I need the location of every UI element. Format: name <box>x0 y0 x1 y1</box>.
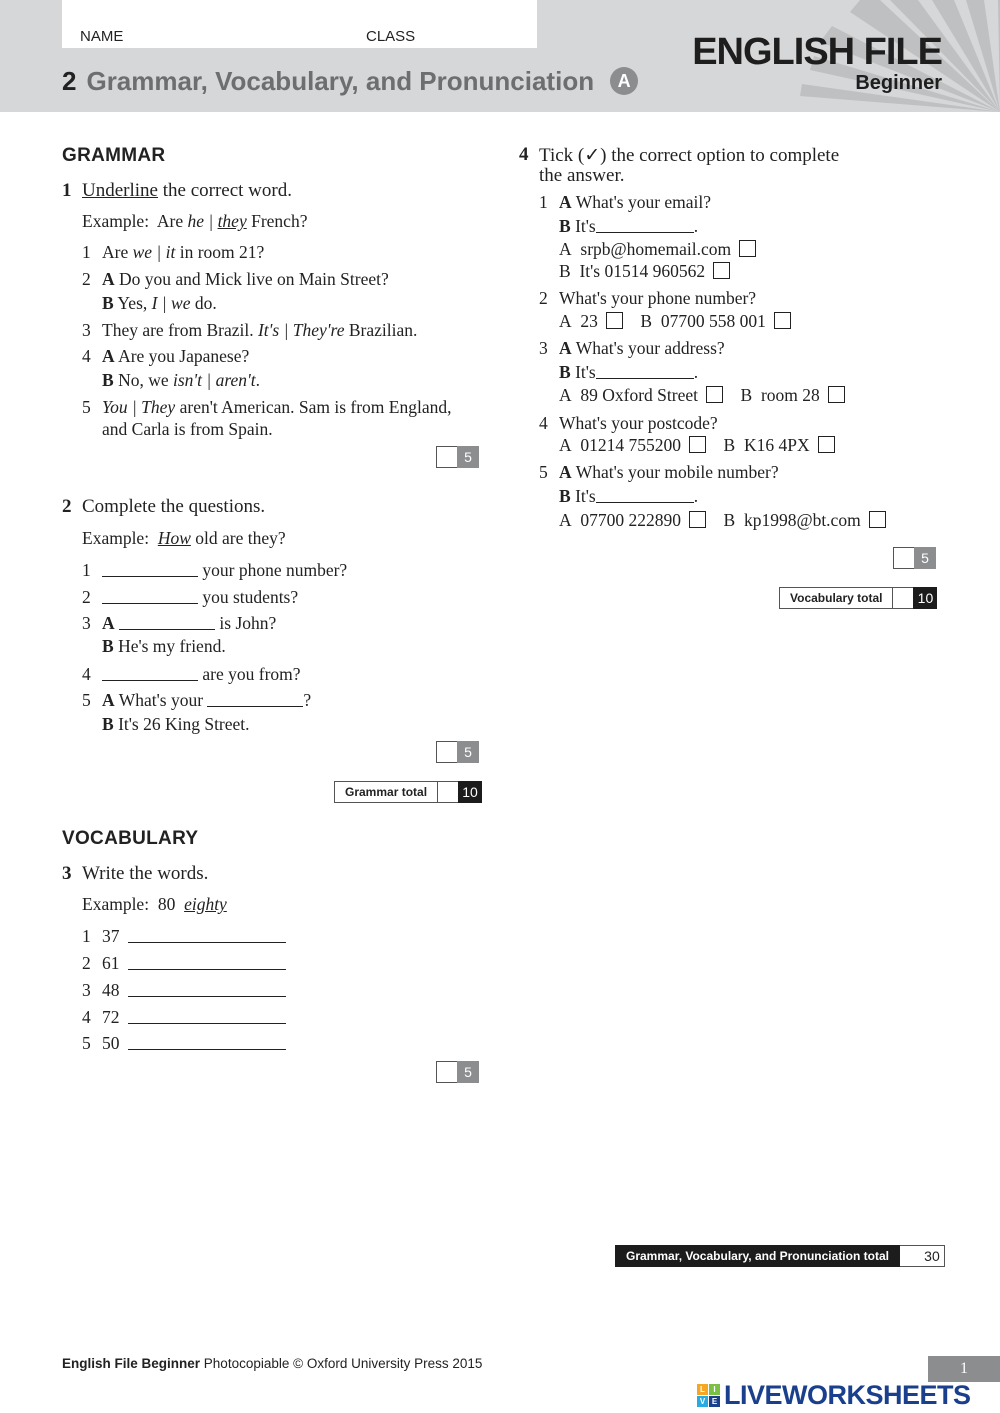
instruction-text: the correct word. <box>162 180 292 201</box>
item-text: Brazilian. <box>348 320 418 340</box>
option-row <box>559 239 756 260</box>
score-max: 5 <box>457 741 479 763</box>
tick-checkbox[interactable] <box>739 240 756 257</box>
example-line <box>82 211 307 232</box>
example-line <box>82 894 227 915</box>
tick-checkbox[interactable] <box>606 312 623 329</box>
speaker-label: A <box>102 346 115 366</box>
option-text: kp1998@bt.com <box>743 510 861 530</box>
option-row <box>559 435 835 456</box>
item-number: 5 <box>82 690 91 710</box>
answer-blank <box>596 364 694 379</box>
item-text: aren't American. Sam is from England, <box>179 397 452 417</box>
name-class-box[interactable] <box>62 0 537 48</box>
item-text: What's your phone number? <box>559 288 757 308</box>
item-number: 5 <box>82 397 91 417</box>
question-item <box>82 346 249 367</box>
speaker-label: A <box>102 613 115 633</box>
option-text: srpb@homemail.com <box>580 239 732 259</box>
answer-blank[interactable] <box>119 615 215 630</box>
total-max: 10 <box>458 781 482 803</box>
score-box <box>893 547 936 569</box>
tick-checkbox[interactable] <box>689 511 706 528</box>
option-text: It's 01514 960562 <box>579 261 706 281</box>
option-text: 01214 755200 <box>580 435 682 455</box>
option-separator: | <box>208 211 214 231</box>
question-item: B It's . <box>559 216 699 236</box>
exercise-instruction: Tick (✓) the correct option to complete <box>539 145 840 166</box>
score-input[interactable] <box>893 547 914 569</box>
question-item <box>82 242 264 263</box>
example-line <box>82 528 286 549</box>
speaker-label: A <box>559 338 572 358</box>
answer-blank[interactable] <box>128 982 286 997</box>
name-label: NAME <box>80 28 124 45</box>
item-text: Are you Japanese? <box>118 346 250 366</box>
example-text: Are <box>156 211 184 231</box>
exercise-instruction: Write the words. <box>82 863 209 884</box>
logo-letter: L <box>697 1384 708 1395</box>
item-number: 4 <box>82 346 91 366</box>
item-text: No, we <box>118 370 169 390</box>
item-number: 1 <box>539 192 548 212</box>
item-number: 2 <box>82 269 91 289</box>
question-item <box>102 636 226 657</box>
word-options[interactable]: isn't | aren't <box>172 370 256 390</box>
total-input[interactable] <box>893 587 913 609</box>
footer-title: English File Beginner <box>62 1356 201 1371</box>
item-number: 1 <box>82 560 91 580</box>
question-item <box>539 462 779 483</box>
exercise-instruction <box>82 180 292 202</box>
answer-blank[interactable] <box>128 928 286 943</box>
speaker-label: B <box>102 370 114 390</box>
number-prompt: 61 <box>102 953 120 973</box>
question-item <box>82 1007 286 1028</box>
speaker-label: B <box>559 362 571 382</box>
version-badge: A <box>610 67 638 95</box>
item-text: What's your address? <box>575 338 725 358</box>
page-number: 1 <box>928 1356 1000 1382</box>
score-box <box>436 1061 479 1083</box>
footer-copyright <box>62 1356 482 1371</box>
speaker-label: A <box>102 690 115 710</box>
answer-blank <box>596 488 694 503</box>
item-text: your phone number? <box>202 560 348 580</box>
tick-checkbox[interactable] <box>706 386 723 403</box>
answer-blank[interactable] <box>128 955 286 970</box>
grand-total-max: 30 <box>920 1245 945 1267</box>
question-item <box>539 192 711 213</box>
option-label: B <box>559 261 571 281</box>
option-text: 07700 558 001 <box>660 311 766 331</box>
example-text: French? <box>251 211 308 231</box>
example-answer: How <box>157 528 191 548</box>
liveworksheets-text: LIVEWORKSHEETS <box>724 1379 971 1410</box>
question-item <box>539 288 756 309</box>
item-number: 3 <box>82 320 91 340</box>
option-label: B <box>723 435 736 455</box>
item-text: It's <box>575 216 596 236</box>
word-options[interactable]: I | we <box>151 293 191 313</box>
footer-text: Photocopiable © Oxford University Press 2015 <box>203 1356 483 1371</box>
item-number: 2 <box>82 953 91 973</box>
answer-blank[interactable] <box>128 1035 286 1050</box>
speaker-label: B <box>559 216 571 236</box>
total-max: 10 <box>913 587 937 609</box>
item-number: 5 <box>539 462 548 482</box>
tick-checkbox[interactable] <box>774 312 791 329</box>
option-label: B <box>640 311 653 331</box>
logo-letter: I <box>709 1384 720 1395</box>
option-label: A <box>559 385 572 405</box>
item-text: What's your mobile number? <box>575 462 779 482</box>
option-row <box>559 510 886 531</box>
question-item <box>82 560 347 581</box>
logo-letter: V <box>697 1396 708 1407</box>
unit-title-text: Grammar, Vocabulary, and Pronunciation <box>86 66 595 96</box>
item-number: 4 <box>82 1007 91 1027</box>
page-title <box>62 66 638 97</box>
item-number: 3 <box>82 980 91 1000</box>
item-text: Do you and Mick live on Main Street? <box>119 269 389 289</box>
example-label: Example: <box>82 211 150 231</box>
question-item <box>82 926 286 947</box>
item-text: Are <box>102 242 129 262</box>
grammar-total-box <box>334 781 482 803</box>
exercise-number: 4 <box>519 144 529 165</box>
score-input[interactable] <box>436 446 457 468</box>
item-text: What's your email? <box>575 192 712 212</box>
item-text: What's your postcode? <box>559 413 718 433</box>
answer-blank[interactable] <box>102 589 198 604</box>
header-band <box>0 0 1000 112</box>
speaker-label: B <box>102 714 114 734</box>
exercise-number: 2 <box>62 496 72 517</box>
example-text: old are they? <box>195 528 286 548</box>
example-label: Example: <box>82 528 150 548</box>
speaker-label: B <box>559 486 571 506</box>
word-options[interactable]: It's | They're <box>257 320 345 340</box>
item-number: 2 <box>82 587 91 607</box>
item-text: He's my friend. <box>118 636 226 656</box>
grand-total-label: Grammar, Vocabulary, and Pronunciation total <box>615 1245 900 1267</box>
grammar-heading: GRAMMAR <box>62 145 166 166</box>
item-text: ? <box>303 690 312 710</box>
score-input[interactable] <box>436 741 457 763</box>
question-item <box>82 664 301 685</box>
example-number: 80 <box>157 894 176 914</box>
option-label: A <box>559 435 572 455</box>
example-answer: eighty <box>184 894 227 914</box>
vocabulary-heading: VOCABULARY <box>62 828 199 849</box>
class-label: CLASS <box>366 28 416 45</box>
total-input[interactable] <box>438 781 458 803</box>
option-label: B <box>740 385 753 405</box>
grand-total-box <box>615 1245 945 1267</box>
vocabulary-total-box <box>779 587 937 609</box>
example-label: Example: <box>82 894 150 914</box>
question-item <box>82 613 276 634</box>
question-item <box>82 320 417 341</box>
unit-number: 2 <box>62 66 77 96</box>
word-options[interactable]: we | it <box>132 242 176 262</box>
item-text: They are from Brazil. <box>102 320 254 340</box>
item-text: you students? <box>202 587 299 607</box>
item-text: Yes, <box>117 293 148 313</box>
option-word[interactable]: he <box>187 211 204 231</box>
item-number: 4 <box>539 413 548 433</box>
speaker-label: A <box>559 462 572 482</box>
answer-blank[interactable] <box>102 666 198 681</box>
item-text: It's <box>575 362 596 382</box>
item-text: do. <box>194 293 217 313</box>
item-number: 1 <box>82 242 91 262</box>
number-prompt: 50 <box>102 1033 120 1053</box>
answer-blank <box>596 218 694 233</box>
option-word-underlined[interactable]: they <box>217 211 247 231</box>
option-text: K16 4PX <box>743 435 810 455</box>
option-row <box>559 385 845 406</box>
question-item <box>82 269 389 290</box>
item-number: 4 <box>82 664 91 684</box>
option-text: 07700 222890 <box>580 510 682 530</box>
option-label: A <box>559 311 572 331</box>
question-item <box>539 338 725 359</box>
question-item <box>539 413 718 434</box>
option-label: A <box>559 510 572 530</box>
speaker-label: A <box>559 192 572 212</box>
item-text: It's 26 King Street. <box>118 714 250 734</box>
number-prompt: 72 <box>102 1007 120 1027</box>
brand-title: ENGLISH FILE <box>692 31 942 73</box>
brand-level: Beginner <box>855 72 942 94</box>
total-label: Vocabulary total <box>779 587 893 609</box>
exercise-instruction: Complete the questions. <box>82 496 266 517</box>
item-number: 1 <box>82 926 91 946</box>
item-text: It's <box>575 486 596 506</box>
number-prompt: 37 <box>102 926 120 946</box>
item-number: 2 <box>539 288 548 308</box>
item-text: is John? <box>219 613 277 633</box>
tick-checkbox[interactable] <box>689 436 706 453</box>
liveworksheets-logo <box>697 1380 971 1410</box>
item-text: . <box>255 370 260 390</box>
item-number: 3 <box>539 338 548 358</box>
word-options[interactable]: You | They <box>102 397 176 417</box>
grand-total-input[interactable] <box>900 1245 920 1267</box>
item-number: 3 <box>82 613 91 633</box>
question-item <box>102 293 217 314</box>
item-text: are you from? <box>202 664 301 684</box>
option-text: room 28 <box>760 385 820 405</box>
tick-checkbox[interactable] <box>869 511 886 528</box>
score-max: 5 <box>457 446 479 468</box>
question-item <box>82 980 286 1001</box>
item-text: What's your <box>118 690 204 710</box>
question-item <box>82 690 311 711</box>
option-text: 89 Oxford Street <box>580 385 699 405</box>
answer-blank[interactable] <box>102 562 198 577</box>
score-max: 5 <box>914 547 936 569</box>
option-row <box>559 311 791 332</box>
question-item: and Carla is from Spain. <box>102 419 273 439</box>
answer-blank[interactable] <box>128 1009 286 1024</box>
exercise-instruction: the answer. <box>539 165 625 186</box>
brand-logo <box>692 32 942 94</box>
score-max: 5 <box>457 1061 479 1083</box>
question-item <box>82 953 286 974</box>
option-label: B <box>723 510 736 530</box>
question-item <box>102 370 260 391</box>
logo-letter: E <box>709 1396 720 1407</box>
score-input[interactable] <box>436 1061 457 1083</box>
score-box <box>436 446 479 468</box>
question-item <box>82 1033 286 1054</box>
speaker-label: B <box>102 293 114 313</box>
answer-blank[interactable] <box>207 692 303 707</box>
question-item: B It's . <box>559 362 699 382</box>
item-text: in room 21? <box>179 242 265 262</box>
speaker-label: A <box>102 269 115 289</box>
tick-checkbox[interactable] <box>713 262 730 279</box>
speaker-label: B <box>102 636 114 656</box>
total-label: Grammar total <box>334 781 438 803</box>
exercise-number: 1 <box>62 180 72 201</box>
question-item <box>82 397 452 418</box>
instruction-underlined: Underline <box>82 180 158 201</box>
item-number: 5 <box>82 1033 91 1053</box>
exercise-number: 3 <box>62 863 72 884</box>
liveworksheets-icon <box>697 1384 720 1407</box>
question-item: B It's . <box>559 486 699 506</box>
tick-checkbox[interactable] <box>818 436 835 453</box>
number-prompt: 48 <box>102 980 120 1000</box>
option-row <box>559 261 730 282</box>
option-text: 23 <box>580 311 598 331</box>
tick-checkbox[interactable] <box>828 386 845 403</box>
question-item <box>102 714 250 735</box>
score-box <box>436 741 479 763</box>
option-label: A <box>559 239 572 259</box>
question-item <box>82 587 298 608</box>
